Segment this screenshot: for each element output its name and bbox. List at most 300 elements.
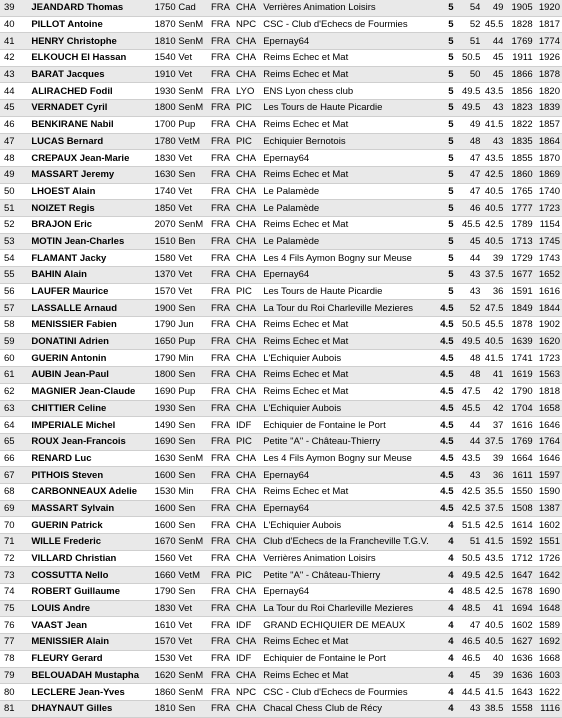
tiebreak-3-cell: 1664 [503,450,532,467]
tiebreak-1-cell: 51 [457,33,480,50]
player-name-cell: ALIRACHED Fodil [31,83,154,100]
tiebreak-2-cell: 42 [480,400,503,417]
table-row [0,166,562,183]
league-cell: CHA [236,367,263,384]
federation-cell: FRA [211,550,236,567]
federation-cell: FRA [211,383,236,400]
points-cell: 4.5 [439,483,458,500]
league-cell: CHA [236,300,263,317]
league-cell: CHA [236,450,263,467]
federation-cell: FRA [211,33,236,50]
player-name-cell: RENARD Luc [31,450,154,467]
tiebreak-3-cell: 1611 [503,467,532,484]
rank-cell: 78 [0,650,31,667]
league-cell: IDF [236,617,263,634]
tiebreak-3-cell: 1614 [503,517,532,534]
tiebreak-2-cell: 40.5 [480,617,503,634]
player-name-cell: VILLARD Christian [31,550,154,567]
tiebreak-2-cell: 41.5 [480,116,503,133]
table-row [0,634,562,651]
table-row [0,517,562,534]
tiebreak-2-cell: 42.5 [480,567,503,584]
performance-cell: 1774 [533,33,562,50]
league-cell: CHA [236,216,263,233]
rating-category-cell: 1370 Vet [155,267,211,284]
rating-category-cell: 1800 SenM [155,100,211,117]
federation-cell: FRA [211,684,236,701]
federation-cell: FRA [211,333,236,350]
player-name-cell: CREPAUX Jean-Marie [31,150,154,167]
club-cell: CSC - Club d'Echecs de Fourmies [263,684,438,701]
tiebreak-1-cell: 45 [457,667,480,684]
performance-cell: 1902 [533,317,562,334]
tiebreak-1-cell: 48.5 [457,584,480,601]
tiebreak-1-cell: 51 [457,534,480,551]
player-name-cell: NOIZET Regis [31,200,154,217]
federation-cell: FRA [211,100,236,117]
rating-category-cell: 1630 SenM [155,450,211,467]
table-row [0,233,562,250]
club-cell: Echiquier de Fontaine le Port [263,417,438,434]
points-cell: 4.5 [439,500,458,517]
player-name-cell: MASSART Sylvain [31,500,154,517]
rank-cell: 40 [0,16,31,33]
tiebreak-3-cell: 1616 [503,417,532,434]
performance-cell: 1926 [533,50,562,67]
table-row [0,317,562,334]
points-cell: 5 [439,166,458,183]
league-cell: PIC [236,133,263,150]
club-cell: GRAND ECHIQUIER DE MEAUX [263,617,438,634]
tiebreak-2-cell: 37.5 [480,500,503,517]
rank-cell: 55 [0,267,31,284]
tiebreak-2-cell: 40 [480,650,503,667]
player-name-cell: CHITTIER Celine [31,400,154,417]
league-cell: CHA [236,0,263,16]
rank-cell: 71 [0,534,31,551]
rank-cell: 76 [0,617,31,634]
tiebreak-1-cell: 47 [457,150,480,167]
league-cell: CHA [236,250,263,267]
federation-cell: FRA [211,166,236,183]
club-cell: Epernay64 [263,267,438,284]
federation-cell: FRA [211,267,236,284]
points-cell: 4.5 [439,317,458,334]
points-cell: 5 [439,33,458,50]
tiebreak-2-cell: 41.5 [480,684,503,701]
tiebreak-2-cell: 39 [480,667,503,684]
league-cell: CHA [236,517,263,534]
points-cell: 5 [439,83,458,100]
league-cell: CHA [236,600,263,617]
federation-cell: FRA [211,417,236,434]
club-cell: CSC - Club d'Echecs de Fourmies [263,16,438,33]
federation-cell: FRA [211,567,236,584]
tiebreak-2-cell: 37 [480,417,503,434]
rank-cell: 45 [0,100,31,117]
league-cell: CHA [236,166,263,183]
points-cell: 5 [439,133,458,150]
player-name-cell: BAHIN Alain [31,267,154,284]
tiebreak-2-cell: 38.5 [480,700,503,717]
rank-cell: 54 [0,250,31,267]
points-cell: 5 [439,267,458,284]
player-name-cell: LHOEST Alain [31,183,154,200]
rank-cell: 42 [0,50,31,67]
tiebreak-3-cell: 1558 [503,700,532,717]
points-cell: 5 [439,183,458,200]
performance-cell: 1844 [533,300,562,317]
tiebreak-2-cell: 41 [480,600,503,617]
tiebreak-3-cell: 1677 [503,267,532,284]
tiebreak-1-cell: 50 [457,66,480,83]
tiebreak-2-cell: 43.5 [480,83,503,100]
federation-cell: FRA [211,534,236,551]
tiebreak-1-cell: 44 [457,433,480,450]
tiebreak-3-cell: 1765 [503,183,532,200]
rank-cell: 69 [0,500,31,517]
tiebreak-3-cell: 1823 [503,100,532,117]
rating-category-cell: 1540 Vet [155,50,211,67]
rank-cell: 80 [0,684,31,701]
federation-cell: FRA [211,200,236,217]
table-row [0,617,562,634]
player-name-cell: GUERIN Patrick [31,517,154,534]
table-row [0,417,562,434]
rank-cell: 64 [0,417,31,434]
federation-cell: FRA [211,634,236,651]
tiebreak-3-cell: 1855 [503,150,532,167]
points-cell: 4 [439,667,458,684]
tiebreak-3-cell: 1769 [503,33,532,50]
points-cell: 4 [439,634,458,651]
performance-cell: 1646 [533,450,562,467]
federation-cell: FRA [211,66,236,83]
performance-cell: 1589 [533,617,562,634]
tiebreak-2-cell: 42.5 [480,584,503,601]
performance-cell: 1864 [533,133,562,150]
federation-cell: FRA [211,300,236,317]
tiebreak-3-cell: 1822 [503,116,532,133]
rating-category-cell: 1570 Vet [155,283,211,300]
tiebreak-2-cell: 40.5 [480,183,503,200]
points-cell: 5 [439,283,458,300]
federation-cell: FRA [211,433,236,450]
club-cell: Les 4 Fils Aymon Bogny sur Meuse [263,250,438,267]
performance-cell: 1723 [533,200,562,217]
league-cell: CHA [236,483,263,500]
rank-cell: 68 [0,483,31,500]
club-cell: Verrières Animation Loisirs [263,0,438,16]
rank-cell: 66 [0,450,31,467]
tiebreak-2-cell: 45.5 [480,317,503,334]
tiebreak-2-cell: 43 [480,100,503,117]
rank-cell: 58 [0,317,31,334]
rank-cell: 47 [0,133,31,150]
tiebreak-1-cell: 48.5 [457,600,480,617]
league-cell: CHA [236,50,263,67]
league-cell: CHA [236,200,263,217]
club-cell: Epernay64 [263,500,438,517]
tiebreak-2-cell: 45.5 [480,16,503,33]
tiebreak-1-cell: 49.5 [457,83,480,100]
performance-cell: 1597 [533,467,562,484]
club-cell: Reims Echec et Mat [263,634,438,651]
rank-cell: 52 [0,216,31,233]
club-cell: Reims Echec et Mat [263,667,438,684]
tiebreak-3-cell: 1713 [503,233,532,250]
rating-category-cell: 1860 SenM [155,684,211,701]
tiebreak-1-cell: 49.5 [457,567,480,584]
tiebreak-2-cell: 43.5 [480,150,503,167]
rank-cell: 57 [0,300,31,317]
performance-cell: 1690 [533,584,562,601]
tiebreak-1-cell: 47 [457,617,480,634]
tiebreak-3-cell: 1860 [503,166,532,183]
league-cell: NPC [236,684,263,701]
tiebreak-3-cell: 1712 [503,550,532,567]
tiebreak-3-cell: 1835 [503,133,532,150]
performance-cell: 1857 [533,116,562,133]
tiebreak-1-cell: 43 [457,700,480,717]
player-name-cell: MENISSIER Fabien [31,317,154,334]
points-cell: 4 [439,567,458,584]
club-cell: Epernay64 [263,150,438,167]
tiebreak-2-cell: 47.5 [480,300,503,317]
tiebreak-2-cell: 45 [480,66,503,83]
table-row [0,450,562,467]
rating-category-cell: 1690 Pup [155,383,211,400]
performance-cell: 1723 [533,350,562,367]
league-cell: CHA [236,383,263,400]
table-row [0,650,562,667]
league-cell: CHA [236,116,263,133]
club-cell: Reims Echec et Mat [263,116,438,133]
tiebreak-1-cell: 50.5 [457,317,480,334]
league-cell: CHA [236,634,263,651]
tiebreak-1-cell: 42.5 [457,483,480,500]
tiebreak-2-cell: 37.5 [480,433,503,450]
rank-cell: 61 [0,367,31,384]
league-cell: NPC [236,16,263,33]
league-cell: CHA [236,467,263,484]
table-row [0,500,562,517]
rating-category-cell: 1810 SenM [155,33,211,50]
tiebreak-1-cell: 49.5 [457,100,480,117]
tiebreak-1-cell: 52 [457,300,480,317]
tiebreak-1-cell: 47 [457,166,480,183]
table-row [0,667,562,684]
federation-cell: FRA [211,133,236,150]
tiebreak-3-cell: 1729 [503,250,532,267]
tiebreak-1-cell: 51.5 [457,517,480,534]
points-cell: 5 [439,66,458,83]
tiebreak-1-cell: 49.5 [457,333,480,350]
player-name-cell: FLEURY Gerard [31,650,154,667]
rating-category-cell: 1600 Sen [155,517,211,534]
player-name-cell: VAAST Jean [31,617,154,634]
points-cell: 5 [439,250,458,267]
table-row [0,367,562,384]
rating-category-cell: 1490 Sen [155,417,211,434]
club-cell: La Tour du Roi Charleville Mezieres [263,300,438,317]
rank-cell: 51 [0,200,31,217]
tiebreak-3-cell: 1643 [503,684,532,701]
tiebreak-3-cell: 1777 [503,200,532,217]
rank-cell: 50 [0,183,31,200]
federation-cell: FRA [211,233,236,250]
federation-cell: FRA [211,500,236,517]
table-row [0,567,562,584]
tiebreak-2-cell: 42 [480,383,503,400]
rating-category-cell: 1690 Sen [155,433,211,450]
league-cell: CHA [236,150,263,167]
rating-category-cell: 1930 Sen [155,400,211,417]
performance-cell: 1740 [533,183,562,200]
club-cell: Reims Echec et Mat [263,50,438,67]
player-name-cell: GUERIN Antonin [31,350,154,367]
performance-cell: 1820 [533,83,562,100]
player-name-cell: BRAJON Eric [31,216,154,233]
tiebreak-2-cell: 40.5 [480,333,503,350]
tiebreak-3-cell: 1636 [503,650,532,667]
tiebreak-1-cell: 48 [457,350,480,367]
rating-category-cell: 1830 Vet [155,150,211,167]
club-cell: La Tour du Roi Charleville Mezieres [263,600,438,617]
federation-cell: FRA [211,0,236,16]
player-name-cell: LECLERE Jean-Yves [31,684,154,701]
rank-cell: 74 [0,584,31,601]
performance-cell: 1648 [533,600,562,617]
points-cell: 4 [439,650,458,667]
rating-category-cell: 1510 Ben [155,233,211,250]
tiebreak-1-cell: 43.5 [457,450,480,467]
rank-cell: 48 [0,150,31,167]
player-name-cell: MAGNIER Jean-Claude [31,383,154,400]
federation-cell: FRA [211,517,236,534]
player-name-cell: HENRY Christophe [31,33,154,50]
player-name-cell: COSSUTTA Nello [31,567,154,584]
player-name-cell: WILLE Frederic [31,534,154,551]
federation-cell: FRA [211,600,236,617]
performance-cell: 1646 [533,417,562,434]
federation-cell: FRA [211,183,236,200]
club-cell: Echiquier Bernotois [263,133,438,150]
player-name-cell: LAUFER Maurice [31,283,154,300]
points-cell: 5 [439,50,458,67]
league-cell: CHA [236,534,263,551]
club-cell: Le Palamède [263,183,438,200]
league-cell: CHA [236,550,263,567]
performance-cell: 1551 [533,534,562,551]
rating-category-cell: 1790 Jun [155,317,211,334]
rating-category-cell: 1800 Sen [155,367,211,384]
rating-category-cell: 1850 Vet [155,200,211,217]
table-row [0,584,562,601]
player-name-cell: ELKOUCH El Hassan [31,50,154,67]
federation-cell: FRA [211,367,236,384]
rating-category-cell: 1700 Pup [155,116,211,133]
club-cell: Epernay64 [263,467,438,484]
table-row [0,383,562,400]
points-cell: 4.5 [439,333,458,350]
performance-cell: 1642 [533,567,562,584]
club-cell: Petite "A" - Château-Thierry [263,433,438,450]
table-row [0,50,562,67]
tiebreak-1-cell: 47 [457,183,480,200]
table-row [0,283,562,300]
points-cell: 4.5 [439,400,458,417]
table-row [0,33,562,50]
league-cell: CHA [236,500,263,517]
points-cell: 4.5 [439,300,458,317]
federation-cell: FRA [211,667,236,684]
club-cell: Reims Echec et Mat [263,383,438,400]
tiebreak-3-cell: 1866 [503,66,532,83]
club-cell: L'Echiquier Aubois [263,517,438,534]
performance-cell: 1870 [533,150,562,167]
table-row [0,100,562,117]
federation-cell: FRA [211,50,236,67]
player-name-cell: ROBERT Guillaume [31,584,154,601]
table-row [0,133,562,150]
tiebreak-2-cell: 43 [480,133,503,150]
rating-category-cell: 1870 SenM [155,16,211,33]
federation-cell: FRA [211,650,236,667]
league-cell: CHA [236,700,263,717]
rank-cell: 81 [0,700,31,717]
table-row [0,183,562,200]
rank-cell: 77 [0,634,31,651]
performance-cell: 1563 [533,367,562,384]
table-row [0,550,562,567]
rating-category-cell: 1650 Pup [155,333,211,350]
table-row [0,467,562,484]
rating-category-cell: 1610 Vet [155,617,211,634]
tiebreak-1-cell: 44 [457,250,480,267]
points-cell: 4 [439,517,458,534]
federation-cell: FRA [211,584,236,601]
rating-category-cell: 1620 SenM [155,667,211,684]
rating-category-cell: 1660 VetM [155,567,211,584]
tiebreak-1-cell: 50.5 [457,50,480,67]
club-cell: Le Palamède [263,233,438,250]
club-cell: Verrières Animation Loisirs [263,550,438,567]
points-cell: 4.5 [439,417,458,434]
tiebreak-2-cell: 40.5 [480,200,503,217]
tiebreak-1-cell: 46 [457,200,480,217]
league-cell: CHA [236,267,263,284]
club-cell: Chacal Chess Club de Récy [263,700,438,717]
tiebreak-2-cell: 41 [480,367,503,384]
tiebreak-2-cell: 45 [480,50,503,67]
tiebreak-2-cell: 35.5 [480,483,503,500]
performance-cell: 1920 [533,0,562,16]
club-cell: L'Echiquier Aubois [263,400,438,417]
performance-cell: 1116 [533,700,562,717]
league-cell: PIC [236,433,263,450]
table-row [0,600,562,617]
federation-cell: FRA [211,617,236,634]
tiebreak-1-cell: 45.5 [457,400,480,417]
tiebreak-2-cell: 36 [480,467,503,484]
tiebreak-3-cell: 1704 [503,400,532,417]
tiebreak-2-cell: 39 [480,450,503,467]
table-row [0,216,562,233]
points-cell: 4.5 [439,433,458,450]
performance-cell: 1817 [533,16,562,33]
tiebreak-3-cell: 1647 [503,567,532,584]
